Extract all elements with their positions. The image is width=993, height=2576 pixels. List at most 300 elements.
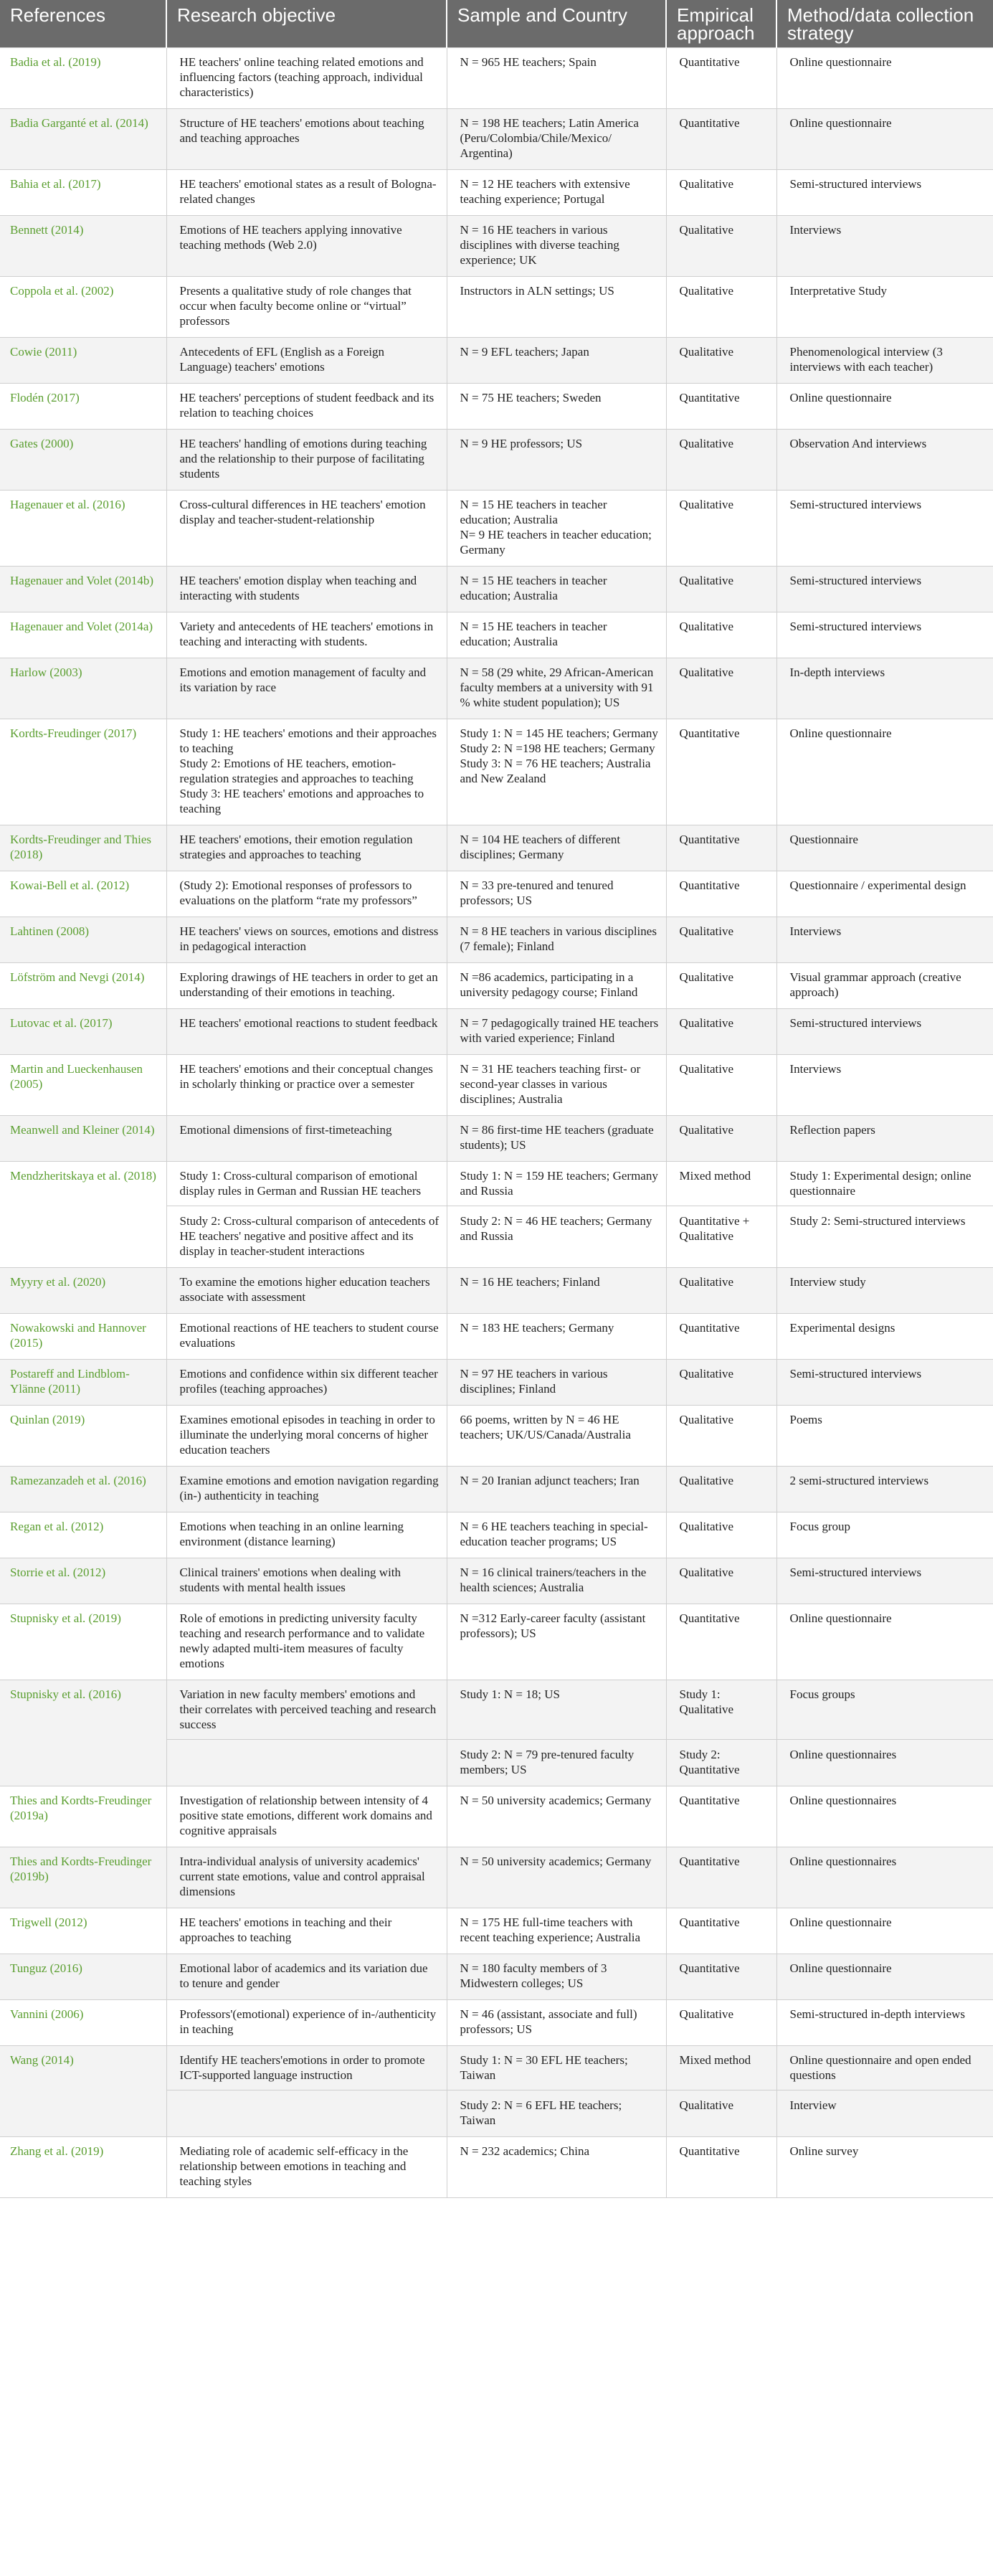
reference-link-text[interactable]: Löfström and Nevgi (2014)	[10, 970, 145, 984]
research-objective-cell-text: Study 1: HE teachers' emotions and their approaches to teaching Study 2: Emotions of HE teachers, emotion-regulation strategies and approaches to teaching Study 3: HE teachers' emotions and approaches to teaching	[179, 726, 437, 815]
reference-link	[0, 491, 166, 567]
reference-link-text[interactable]: Hagenauer and Volet (2014a)	[10, 620, 153, 633]
empirical-approach-cell-text: Qualitative	[679, 1016, 734, 1030]
empirical-approach-cell-text: Qualitative	[679, 1062, 734, 1076]
reference-link	[0, 277, 166, 338]
empirical-approach-cell-text: Qualitative	[679, 1474, 734, 1487]
table-row	[0, 1268, 993, 1314]
method-cell	[776, 567, 993, 612]
empirical-approach-cell-text: Study 1: Qualitative	[679, 1687, 734, 1716]
empirical-approach-cell-text: Quantitative	[679, 1321, 740, 1335]
sample-country-cell	[447, 430, 666, 491]
method-cell-text: Interpretative Study	[789, 284, 887, 298]
research-objective-cell-text: HE teachers' emotional states as a result of Bologna-related changes	[179, 177, 437, 206]
sample-country-cell-text: Instructors in ALN settings; US	[460, 284, 614, 298]
method-cell	[776, 1954, 993, 2000]
reference-link-text[interactable]: Trigwell (2012)	[10, 1916, 87, 1929]
table-row	[0, 963, 993, 1009]
research-objective-cell	[166, 491, 447, 567]
sample-country-cell-text: N = 58 (29 white, 29 African-American faculty members at a university with 91 % white student population); US	[460, 666, 654, 709]
method-cell	[776, 658, 993, 719]
sample-country-cell-text: N = 7 pedagogically trained HE teachers with varied experience; Finland	[460, 1016, 659, 1045]
method-cell	[776, 1162, 993, 1268]
empirical-approach-cell-text: Quantitative	[679, 726, 740, 740]
empirical-approach-cell	[666, 2000, 776, 2046]
sample-country-cell-text: N = 180 faculty members of 3 Midwestern colleges; US	[460, 1961, 607, 1990]
table-row	[0, 170, 993, 216]
method-cell	[776, 491, 993, 567]
reference-link	[0, 1055, 166, 1116]
method-cell-text: Semi-structured interviews	[789, 1016, 922, 1030]
sample-country-cell	[447, 2137, 666, 2198]
reference-link	[0, 1268, 166, 1314]
empirical-approach-cell	[666, 1314, 776, 1360]
research-objective-cell	[166, 2137, 447, 2198]
reference-link-text[interactable]: Bennett (2014)	[10, 223, 84, 237]
reference-link	[0, 384, 166, 430]
research-objective-cell-text: HE teachers' emotions, their emotion regulation strategies and approaches to teaching	[179, 833, 413, 861]
sample-country-cell	[447, 612, 666, 658]
sample-country-cell-text: N = 104 HE teachers of different disciplines; Germany	[460, 833, 621, 861]
empirical-approach-cell-text: Quantitative	[679, 879, 740, 892]
empirical-approach-cell-text: Qualitative	[679, 1413, 734, 1426]
reference-link-text[interactable]: Martin and Lueckenhausen (2005)	[10, 1062, 143, 1091]
research-objective-cell	[166, 1954, 447, 2000]
table-row	[0, 1406, 993, 1467]
sample-country-cell-text: N = 15 HE teachers in teacher education; Australia	[460, 574, 607, 602]
reference-link-text[interactable]: Nowakowski and Hannover (2015)	[10, 1321, 146, 1350]
sample-country-cell	[447, 658, 666, 719]
sample-country-cell	[447, 917, 666, 963]
sample-country-cell	[447, 1954, 666, 2000]
method-cell-text: Interviews	[789, 924, 842, 938]
reference-link-text[interactable]: Postareff and Lindblom-Ylänne (2011)	[10, 1367, 130, 1396]
table-row	[0, 2137, 993, 2198]
table-row	[0, 1055, 993, 1116]
sample-country-cell	[447, 277, 666, 338]
empirical-approach-cell-text: Qualitative	[679, 1566, 734, 1579]
research-objective-cell	[166, 1009, 447, 1055]
research-objective-cell	[166, 917, 447, 963]
empirical-approach-cell	[666, 48, 776, 109]
empirical-approach-cell-text: Qualitative	[679, 2007, 734, 2021]
method-cell	[776, 1009, 993, 1055]
header-empirical-approach: Empirical approach	[666, 0, 776, 48]
research-objective-cell	[166, 1680, 447, 1786]
sample-country-cell-text: N = 232 academics; China	[460, 2144, 589, 2158]
method-cell	[776, 1847, 993, 1908]
table-row	[0, 1954, 993, 2000]
empirical-approach-cell-text: Qualitative	[679, 620, 734, 633]
method-cell-text: Experimental designs	[789, 1321, 895, 1335]
method-cell-text: Online questionnaires	[789, 1794, 897, 1807]
reference-link	[0, 1116, 166, 1162]
empirical-approach-cell	[666, 1268, 776, 1314]
reference-link-text[interactable]: Badia Garganté et al. (2014)	[10, 116, 148, 130]
method-cell-text: Online questionnaire	[789, 116, 892, 130]
method-cell	[776, 825, 993, 871]
reference-link	[0, 1908, 166, 1954]
empirical-approach-cell	[666, 1162, 776, 1268]
reference-link-text[interactable]: Gates (2000)	[10, 437, 74, 450]
method-cell-text: Study 1: Experimental design; online questionnaire	[789, 1169, 971, 1198]
research-objective-cell-text: Identify HE teachers'emotions in order to promote ICT-supported language instruction	[179, 2053, 425, 2082]
sample-country-cell-text: Study 1: N = 145 HE teachers; Germany Study 2: N =198 HE teachers; Germany Study 3: N = 76 HE teachers; Australia and New Zealand	[460, 726, 658, 785]
table-row	[0, 1512, 993, 1558]
sample-country-cell-text: N = 15 HE teachers in teacher education; Australia N= 9 HE teachers in teacher education; Germany	[460, 498, 652, 557]
table-row	[0, 1116, 993, 1162]
research-objective-cell-text: Intra-individual analysis of university academics' current state emotions, value and control appraisal dimensions	[179, 1855, 425, 1898]
method-cell	[776, 430, 993, 491]
empirical-approach-cell	[666, 917, 776, 963]
empirical-approach-cell	[666, 1908, 776, 1954]
reference-link	[0, 1680, 166, 1786]
empirical-approach-cell	[666, 1558, 776, 1604]
empirical-approach-cell-text: Quantitative	[679, 391, 740, 404]
method-cell-text: Visual grammar approach (creative approach)	[789, 970, 961, 999]
sample-country-cell-text: N = 9 EFL teachers; Japan	[460, 345, 589, 359]
method-cell	[776, 719, 993, 825]
method-cell	[776, 1512, 993, 1558]
sample-country-cell	[447, 1786, 666, 1847]
reference-link	[0, 170, 166, 216]
research-objective-cell	[166, 1558, 447, 1604]
sample-country-cell	[447, 1908, 666, 1954]
sample-country-cell-text: N = 97 HE teachers in various disciplines; Finland	[460, 1367, 608, 1396]
empirical-approach-cell-text: Quantitative	[679, 1794, 740, 1807]
reference-link-text[interactable]: Lutovac et al. (2017)	[10, 1016, 113, 1030]
sample-country-cell	[447, 2000, 666, 2046]
empirical-approach-cell-text: Qualitative	[679, 437, 734, 450]
research-objective-cell	[166, 1055, 447, 1116]
research-objective-cell-text: HE teachers' online teaching related emotions and influencing factors (teaching approach, individual characteristics)	[179, 55, 424, 99]
research-objective-cell-text: Clinical trainers' emotions when dealing with students with mental health issues	[179, 1566, 402, 1594]
research-objective-cell	[166, 109, 447, 170]
method-cell-second-study: Study 2: Semi-structured interviews	[777, 1206, 993, 1228]
reference-link-text[interactable]: Zhang et al. (2019)	[10, 2144, 104, 2158]
method-cell-text: Observation And interviews	[789, 437, 927, 450]
table-row	[0, 2000, 993, 2046]
table-row	[0, 612, 993, 658]
reference-link-text[interactable]: Hagenauer et al. (2016)	[10, 498, 125, 511]
method-cell	[776, 917, 993, 963]
reference-link	[0, 1786, 166, 1847]
research-objective-cell	[166, 1314, 447, 1360]
reference-link-text[interactable]: Ramezanzadeh et al. (2016)	[10, 1474, 146, 1487]
sample-country-cell	[447, 1360, 666, 1406]
method-cell	[776, 384, 993, 430]
reference-link-text[interactable]: Kordts-Freudinger and Thies (2018)	[10, 833, 152, 861]
method-cell-text: Semi-structured interviews	[789, 1367, 922, 1381]
reference-link	[0, 48, 166, 109]
sample-country-cell	[447, 1116, 666, 1162]
empirical-approach-cell	[666, 658, 776, 719]
empirical-approach-cell-text: Quantitative	[679, 55, 740, 69]
reference-link	[0, 338, 166, 384]
sample-country-cell	[447, 1604, 666, 1680]
method-cell-text: Semi-structured interviews	[789, 498, 922, 511]
reference-link	[0, 917, 166, 963]
research-objective-cell	[166, 338, 447, 384]
reference-link-text[interactable]: Mendzheritskaya et al. (2018)	[10, 1169, 156, 1183]
reference-link-text[interactable]: Vannini (2006)	[10, 2007, 84, 2021]
empirical-approach-cell	[666, 1360, 776, 1406]
research-objective-cell-text: Antecedents of EFL (English as a Foreign Language) teachers' emotions	[179, 345, 384, 374]
empirical-approach-cell-text: Qualitative	[679, 498, 734, 511]
reference-link	[0, 612, 166, 658]
reference-link	[0, 1360, 166, 1406]
reference-link-text[interactable]: Stupnisky et al. (2016)	[10, 1687, 121, 1701]
method-cell	[776, 1116, 993, 1162]
research-objective-cell	[166, 1847, 447, 1908]
research-objective-cell-text: HE teachers' views on sources, emotions and distress in pedagogical interaction	[179, 924, 439, 953]
sample-country-cell-text: N = 46 (assistant, associate and full) professors; US	[460, 2007, 637, 2036]
sample-country-cell	[447, 871, 666, 917]
reference-link	[0, 1512, 166, 1558]
research-objective-cell	[166, 719, 447, 825]
method-cell-text: Interview study	[789, 1275, 866, 1289]
method-cell-text: Online questionnaire	[789, 726, 892, 740]
empirical-approach-cell	[666, 719, 776, 825]
empirical-approach-cell-text: Mixed method	[679, 1169, 751, 1183]
sample-country-cell-text: N = 31 HE teachers teaching first- or second-year classes in various disciplines; Australia	[460, 1062, 641, 1106]
research-objective-cell-text: Exploring drawings of HE teachers in order to get an understanding of their emotions in teaching.	[179, 970, 438, 999]
reference-link-text[interactable]: Hagenauer and Volet (2014b)	[10, 574, 154, 587]
header-references: References	[0, 0, 166, 48]
sample-country-cell-text: N = 12 HE teachers with extensive teaching experience; Portugal	[460, 177, 630, 206]
reference-link-text[interactable]: Thies and Kordts-Freudinger (2019b)	[10, 1855, 152, 1883]
method-cell-text: Online survey	[789, 2144, 859, 2158]
reference-link-text[interactable]: Lahtinen (2008)	[10, 924, 89, 938]
research-objective-cell	[166, 2000, 447, 2046]
table-row	[0, 109, 993, 170]
sample-country-cell-text: N = 6 HE teachers teaching in special-education teacher programs; US	[460, 1520, 648, 1548]
research-objective-cell	[166, 1786, 447, 1847]
method-cell-text: Semi-structured interviews	[789, 1566, 922, 1579]
reference-link	[0, 1162, 166, 1268]
sample-country-cell-text: N = 16 clinical trainers/teachers in the health sciences; Australia	[460, 1566, 647, 1594]
reference-link-text[interactable]: Kowai-Bell et al. (2012)	[10, 879, 130, 892]
method-cell-text: Semi-structured interviews	[789, 177, 922, 191]
reference-link	[0, 963, 166, 1009]
method-cell	[776, 2137, 993, 2198]
method-cell	[776, 2046, 993, 2137]
header-method: Method/data collection strategy	[776, 0, 993, 48]
empirical-approach-cell	[666, 2046, 776, 2137]
method-cell	[776, 1786, 993, 1847]
research-objective-cell-text: Emotional labor of academics and its variation due to tenure and gender	[179, 1961, 428, 1990]
method-cell-second-study: Online questionnaires	[777, 1739, 993, 1762]
table-row	[0, 871, 993, 917]
table-row	[0, 1009, 993, 1055]
table-row	[0, 1558, 993, 1604]
empirical-approach-cell-text: Qualitative	[679, 1275, 734, 1289]
empirical-approach-cell-second-study: Quantitative + Qualitative	[667, 1206, 776, 1244]
empirical-approach-cell	[666, 963, 776, 1009]
empirical-approach-cell-text: Qualitative	[679, 666, 734, 679]
reference-link	[0, 567, 166, 612]
reference-link	[0, 1604, 166, 1680]
reference-link-text[interactable]: Badia et al. (2019)	[10, 55, 101, 69]
sample-country-cell	[447, 170, 666, 216]
reference-link-text[interactable]: Cowie (2011)	[10, 345, 77, 359]
method-cell-text: Online questionnaires	[789, 1855, 897, 1868]
method-cell	[776, 1604, 993, 1680]
reference-link-text[interactable]: Bahia et al. (2017)	[10, 177, 101, 191]
sample-country-cell	[447, 1268, 666, 1314]
sample-country-cell-text: 66 poems, written by N = 46 HE teachers; UK/US/Canada/Australia	[460, 1413, 631, 1441]
reference-link-text[interactable]: Harlow (2003)	[10, 666, 82, 679]
research-objective-cell-text: Emotions when teaching in an online learning environment (distance learning)	[179, 1520, 404, 1548]
sample-country-cell-text: Study 1: N = 30 EFL HE teachers; Taiwan	[460, 2053, 628, 2082]
table-row	[0, 2046, 993, 2137]
sample-country-cell-text: N = 965 HE teachers; Spain	[460, 55, 597, 69]
reference-link-text[interactable]: Meanwell and Kleiner (2014)	[10, 1123, 155, 1137]
research-objective-cell	[166, 1467, 447, 1512]
reference-link-text[interactable]: Tunguz (2016)	[10, 1961, 82, 1975]
reference-link-text[interactable]: Quinlan (2019)	[10, 1413, 85, 1426]
method-cell-second-study: Interview	[777, 2090, 993, 2113]
method-cell-text: Online questionnaire	[789, 1916, 892, 1929]
empirical-approach-cell	[666, 430, 776, 491]
research-objective-cell-text: Cross-cultural differences in HE teachers' emotion display and teacher-student-relationship	[179, 498, 426, 526]
research-objective-cell	[166, 2046, 447, 2137]
research-objective-cell	[166, 1360, 447, 1406]
sample-country-cell	[447, 1558, 666, 1604]
table-row	[0, 1467, 993, 1512]
reference-link-text[interactable]: Regan et al. (2012)	[10, 1520, 104, 1533]
sample-country-cell	[447, 825, 666, 871]
empirical-approach-cell-text: Qualitative	[679, 1367, 734, 1381]
research-objective-cell-text: Structure of HE teachers' emotions about teaching and teaching approaches	[179, 116, 424, 145]
empirical-approach-cell	[666, 338, 776, 384]
research-objective-cell	[166, 216, 447, 277]
research-objective-cell-second-study	[167, 1739, 447, 1762]
table-row	[0, 917, 993, 963]
research-objective-cell-text: Emotions and confidence within six different teacher profiles (teaching approaches)	[179, 1367, 438, 1396]
empirical-approach-cell	[666, 825, 776, 871]
reference-link-text[interactable]: Wang (2014)	[10, 2053, 74, 2067]
method-cell	[776, 871, 993, 917]
empirical-approach-cell	[666, 2137, 776, 2198]
research-objective-cell	[166, 612, 447, 658]
research-objective-cell-text: To examine the emotions higher education teachers associate with assessment	[179, 1275, 430, 1304]
method-cell	[776, 1467, 993, 1512]
reference-link-text[interactable]: Thies and Kordts-Freudinger (2019a)	[10, 1794, 152, 1822]
sample-country-cell	[447, 2046, 666, 2137]
method-cell	[776, 1680, 993, 1786]
empirical-approach-cell	[666, 1954, 776, 2000]
research-objective-cell-text: HE teachers' emotional reactions to student feedback	[179, 1016, 438, 1030]
sample-country-cell	[447, 1467, 666, 1512]
research-objective-cell-text: Emotions of HE teachers applying innovative teaching methods (Web 2.0)	[179, 223, 402, 252]
method-cell-text: Phenomenological interview (3 interviews with each teacher)	[789, 345, 943, 374]
research-objective-cell-text: Emotions and emotion management of faculty and its variation by race	[179, 666, 427, 694]
empirical-approach-cell	[666, 277, 776, 338]
reference-link-text[interactable]: Stupnisky et al. (2019)	[10, 1611, 121, 1625]
sample-country-cell	[447, 338, 666, 384]
sample-country-cell-text: N = 75 HE teachers; Sweden	[460, 391, 602, 404]
empirical-approach-cell-text: Quantitative	[679, 2144, 740, 2158]
sample-country-cell-text: N = 175 HE full-time teachers with recent teaching experience; Australia	[460, 1916, 641, 1944]
reference-link	[0, 2000, 166, 2046]
empirical-approach-cell-text: Quantitative	[679, 116, 740, 130]
reference-link	[0, 1009, 166, 1055]
method-cell	[776, 2000, 993, 2046]
research-objective-cell-text: Examine emotions and emotion navigation regarding (in-) authenticity in teaching	[179, 1474, 439, 1502]
research-objective-cell-text: Mediating role of academic self-efficacy in the relationship between emotions in teaching and teaching styles	[179, 2144, 409, 2188]
method-cell-text: Online questionnaire	[789, 1611, 892, 1625]
sample-country-cell	[447, 719, 666, 825]
research-objective-cell	[166, 567, 447, 612]
reference-link-text[interactable]: Coppola et al. (2002)	[10, 284, 114, 298]
method-cell	[776, 216, 993, 277]
sample-country-cell	[447, 384, 666, 430]
research-objective-cell	[166, 1406, 447, 1467]
research-objective-cell-text: Role of emotions in predicting university faculty teaching and research performance and to validate newly adapted multi-item measures of faculty emotions	[179, 1611, 425, 1670]
sample-country-cell	[447, 1847, 666, 1908]
research-objective-cell	[166, 1116, 447, 1162]
research-objective-cell-text: HE teachers' handling of emotions during teaching and the relationship to their purpose of facilitating students	[179, 437, 427, 480]
method-cell	[776, 1908, 993, 1954]
table-row	[0, 1680, 993, 1786]
research-objective-cell-text: Examines emotional episodes in teaching in order to illuminate the underlying moral concerns of higher education teachers	[179, 1413, 435, 1457]
empirical-approach-cell-text: Quantitative	[679, 1855, 740, 1868]
method-cell-text: In-depth interviews	[789, 666, 885, 679]
research-objective-cell	[166, 825, 447, 871]
research-objective-cell-second-study	[167, 2090, 447, 2113]
sample-country-cell	[447, 1314, 666, 1360]
method-cell-text: Online questionnaire	[789, 391, 892, 404]
header-research-objective: Research objective	[166, 0, 447, 48]
reference-link	[0, 1847, 166, 1908]
reference-link-text[interactable]: Kordts-Freudinger (2017)	[10, 726, 137, 740]
method-cell	[776, 48, 993, 109]
empirical-approach-cell-text: Qualitative	[679, 1520, 734, 1533]
empirical-approach-cell-text: Qualitative	[679, 284, 734, 298]
sample-country-cell-second-study: Study 2: N = 46 HE teachers; Germany and Russia	[447, 1206, 666, 1244]
sample-country-cell-text: N = 50 university academics; Germany	[460, 1794, 652, 1807]
reference-link	[0, 871, 166, 917]
reference-link-text[interactable]: Flodén (2017)	[10, 391, 80, 404]
empirical-approach-cell	[666, 1847, 776, 1908]
sample-country-cell-text: N = 50 university academics; Germany	[460, 1855, 652, 1868]
method-cell	[776, 1360, 993, 1406]
reference-link-text[interactable]: Storrie et al. (2012)	[10, 1566, 106, 1579]
empirical-approach-cell	[666, 1512, 776, 1558]
table-row	[0, 658, 993, 719]
method-cell	[776, 170, 993, 216]
method-cell-text: Focus groups	[789, 1687, 855, 1701]
empirical-approach-cell-second-study: Qualitative	[667, 2090, 776, 2113]
sample-country-cell-text: N =312 Early-career faculty (assistant professors); US	[460, 1611, 646, 1640]
empirical-approach-cell-text: Quantitative	[679, 1916, 740, 1929]
table-row	[0, 1847, 993, 1908]
method-cell	[776, 1314, 993, 1360]
method-cell-text: Poems	[789, 1413, 822, 1426]
research-objective-cell	[166, 1604, 447, 1680]
header-row	[0, 0, 993, 48]
reference-link	[0, 2046, 166, 2137]
method-cell-text: Interviews	[789, 1062, 842, 1076]
reference-link-text[interactable]: Myyry et al. (2020)	[10, 1275, 106, 1289]
sample-country-cell	[447, 1406, 666, 1467]
table-row	[0, 430, 993, 491]
research-objective-cell-text: Variety and antecedents of HE teachers' emotions in teaching and interacting with students.	[179, 620, 434, 648]
sample-country-cell-text: N = 86 first-time HE teachers (graduate students); US	[460, 1123, 654, 1152]
method-cell-text: Online questionnaire and open ended questions	[789, 2053, 971, 2082]
empirical-approach-cell	[666, 109, 776, 170]
